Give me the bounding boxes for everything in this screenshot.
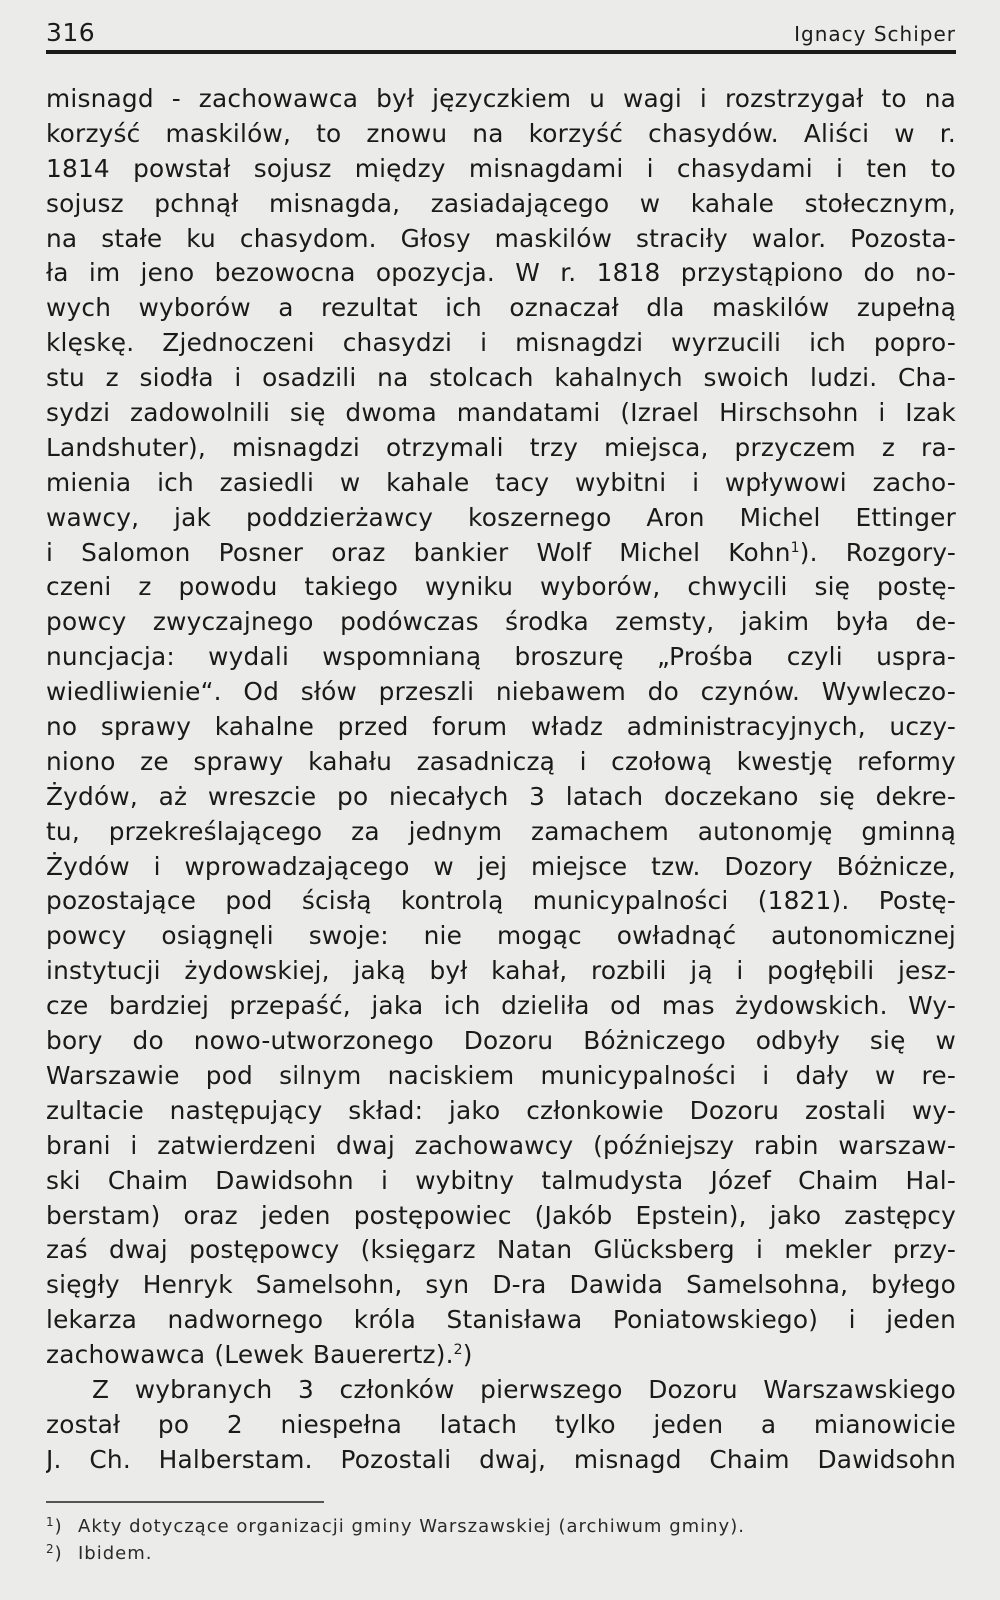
text-line: pozostające pod ścisłą kontrolą municypalności (1821). Postę- — [46, 886, 956, 916]
text-line: cze bardziej przepaść, jaka ich dzieliła od mas żydowskich. Wy- — [46, 991, 956, 1021]
text-line: 1814 powstał sojusz między misnagdami i chasydami i ten to — [46, 153, 956, 183]
text-segment: ). Rozgory- — [799, 537, 956, 567]
footnote-mark: $^1$) — [46, 1515, 63, 1537]
running-head: Ignacy Schiper — [794, 22, 956, 46]
page-header — [46, 16, 956, 50]
text-line: instytucji żydowskiej, jaką był kahał, rozbili ją i pogłębili jesz- — [46, 956, 956, 986]
footnotes — [46, 1509, 956, 1563]
text-line: powcy osiągnęli swoje: nie mogąc owładnąć autonomicznej — [46, 921, 956, 951]
text-line: sojusz pchnął misnagda, zasiadającego w kahale stołecznym, — [46, 188, 956, 218]
text-line: wawcy, jak poddzierżawcy koszernego Aron Michel Ettinger — [46, 502, 956, 532]
footnote-ref-1: 1 — [790, 539, 800, 556]
footnote-1 — [46, 1509, 956, 1536]
text-line: ła im jeno bezowocna opozycja. W r. 1818 przystąpiono do no- — [46, 258, 956, 288]
footnote-text: Akty dotyczące organizacji gminy Warszawskiej (archiwum gminy). — [78, 1516, 745, 1537]
text-line: nuncjacja: wydali wspomnianą broszurę „Prośba czyli uspra- — [46, 642, 956, 672]
text-line: brani i zatwierdzeni dwaj zachowawcy (późniejszy rabin warszaw- — [46, 1130, 956, 1160]
text-line: stu z siodła i osadzili na stolcach kahalnych swoich ludzi. Cha- — [46, 363, 956, 393]
text-line: Warszawie pod silnym naciskiem municypalności i dały w re- — [46, 1060, 956, 1090]
text-line: Landshuter), misnagdzi otrzymali trzy miejsca, przyczem z ra- — [46, 432, 956, 462]
text-line: korzyść maskilów, to znowu na korzyść chasydów. Aliści w r. — [46, 118, 956, 148]
footnote-rule — [46, 1501, 324, 1503]
text-line: misnagd - zachowawca był języczkiem u wagi i rozstrzygał to na — [46, 84, 956, 113]
text-line: ski Chaim Dawidsohn i wybitny talmudysta Józef Chaim Hal- — [46, 1165, 956, 1195]
footnote-mark: $^2$) — [46, 1542, 63, 1564]
text-line: niono ze sprawy kahału zasadniczą i czołową kwestję reformy — [46, 746, 956, 776]
text-segment: i Salomon Posner oraz bankier Wolf Michel Kohn — [46, 537, 791, 567]
text-line: powcy zwyczajnego podówczas środka zemsty, jakim była de- — [46, 607, 956, 637]
text-line: Żydów, aż wreszcie po niecałych 3 latach doczekano się dekre- — [46, 781, 956, 811]
text-line: lekarza nadwornego króla Stanisława Poniatowskiego) i jeden — [46, 1305, 956, 1335]
text-line: tu, przekreślającego za jednym zamachem autonomję gminną — [46, 816, 956, 846]
footnote-2 — [46, 1536, 956, 1563]
text-line: bory do nowo-utworzonego Dozoru Bóżniczego odbyły się w — [46, 1026, 956, 1056]
text-line: berstam) oraz jeden postępowiec (Jakób Epstein), jako zastępcy — [46, 1200, 956, 1230]
text-line: wiedliwienie“. Od słów przeszli niebawem do czynów. Wywleczo- — [46, 677, 956, 707]
footnote-text: Ibidem. — [78, 1543, 153, 1564]
text-line: sydzi zadowolnili się dwoma mandatami (Izrael Hirschsohn i Izak — [46, 398, 956, 428]
text-segment: ) — [462, 1340, 473, 1370]
footnote-ref-2: 2 — [453, 1342, 463, 1359]
text-line-with-footnote-ref — [46, 1338, 956, 1373]
text-segment: zachowawca (Lewek Bauerertz). — [46, 1340, 454, 1370]
text-line: zultacie następujący skład: jako członkowie Dozoru zostali wy- — [46, 1095, 956, 1125]
page-number: 316 — [46, 18, 96, 47]
text-line: mienia ich zasiedli w kahale tacy wybitni i wpływowi zacho- — [46, 467, 956, 497]
text-line: wych wyborów a rezultat ich oznaczał dla maskilów zupełną — [46, 293, 956, 323]
body-text — [46, 82, 956, 1478]
text-line: zaś dwaj postępowcy (księgarz Natan Glücksberg i mekler przy- — [46, 1235, 956, 1265]
text-line: został po 2 niespełna latach tylko jeden a mianowicie — [46, 1409, 956, 1439]
header-rule — [46, 50, 956, 54]
text-line: klęskę. Zjednoczeni chasydzi i misnagdzi wyrzucili ich popro- — [46, 328, 956, 358]
text-line: na stałe ku chasydom. Głosy maskilów straciły walor. Pozosta- — [46, 223, 956, 253]
text-line: czeni z powodu takiego wyniku wyborów, chwycili się postę- — [46, 572, 956, 602]
paragraph-first-line: Z wybranych 3 członków pierwszego Dozoru Warszawskiego — [92, 1374, 956, 1404]
text-line-with-footnote-ref — [46, 536, 956, 571]
text-line: sięgły Henryk Samelsohn, syn D-ra Dawida Samelsohna, byłego — [46, 1270, 956, 1300]
text-line: J. Ch. Halberstam. Pozostali dwaj, misnagd Chaim Dawidsohn — [46, 1444, 956, 1474]
text-line: Żydów i wprowadzającego w jej miejsce tzw. Dozory Bóżnicze, — [46, 851, 956, 881]
text-line: no sprawy kahalne przed forum władz administracyjnych, uczy- — [46, 712, 956, 742]
